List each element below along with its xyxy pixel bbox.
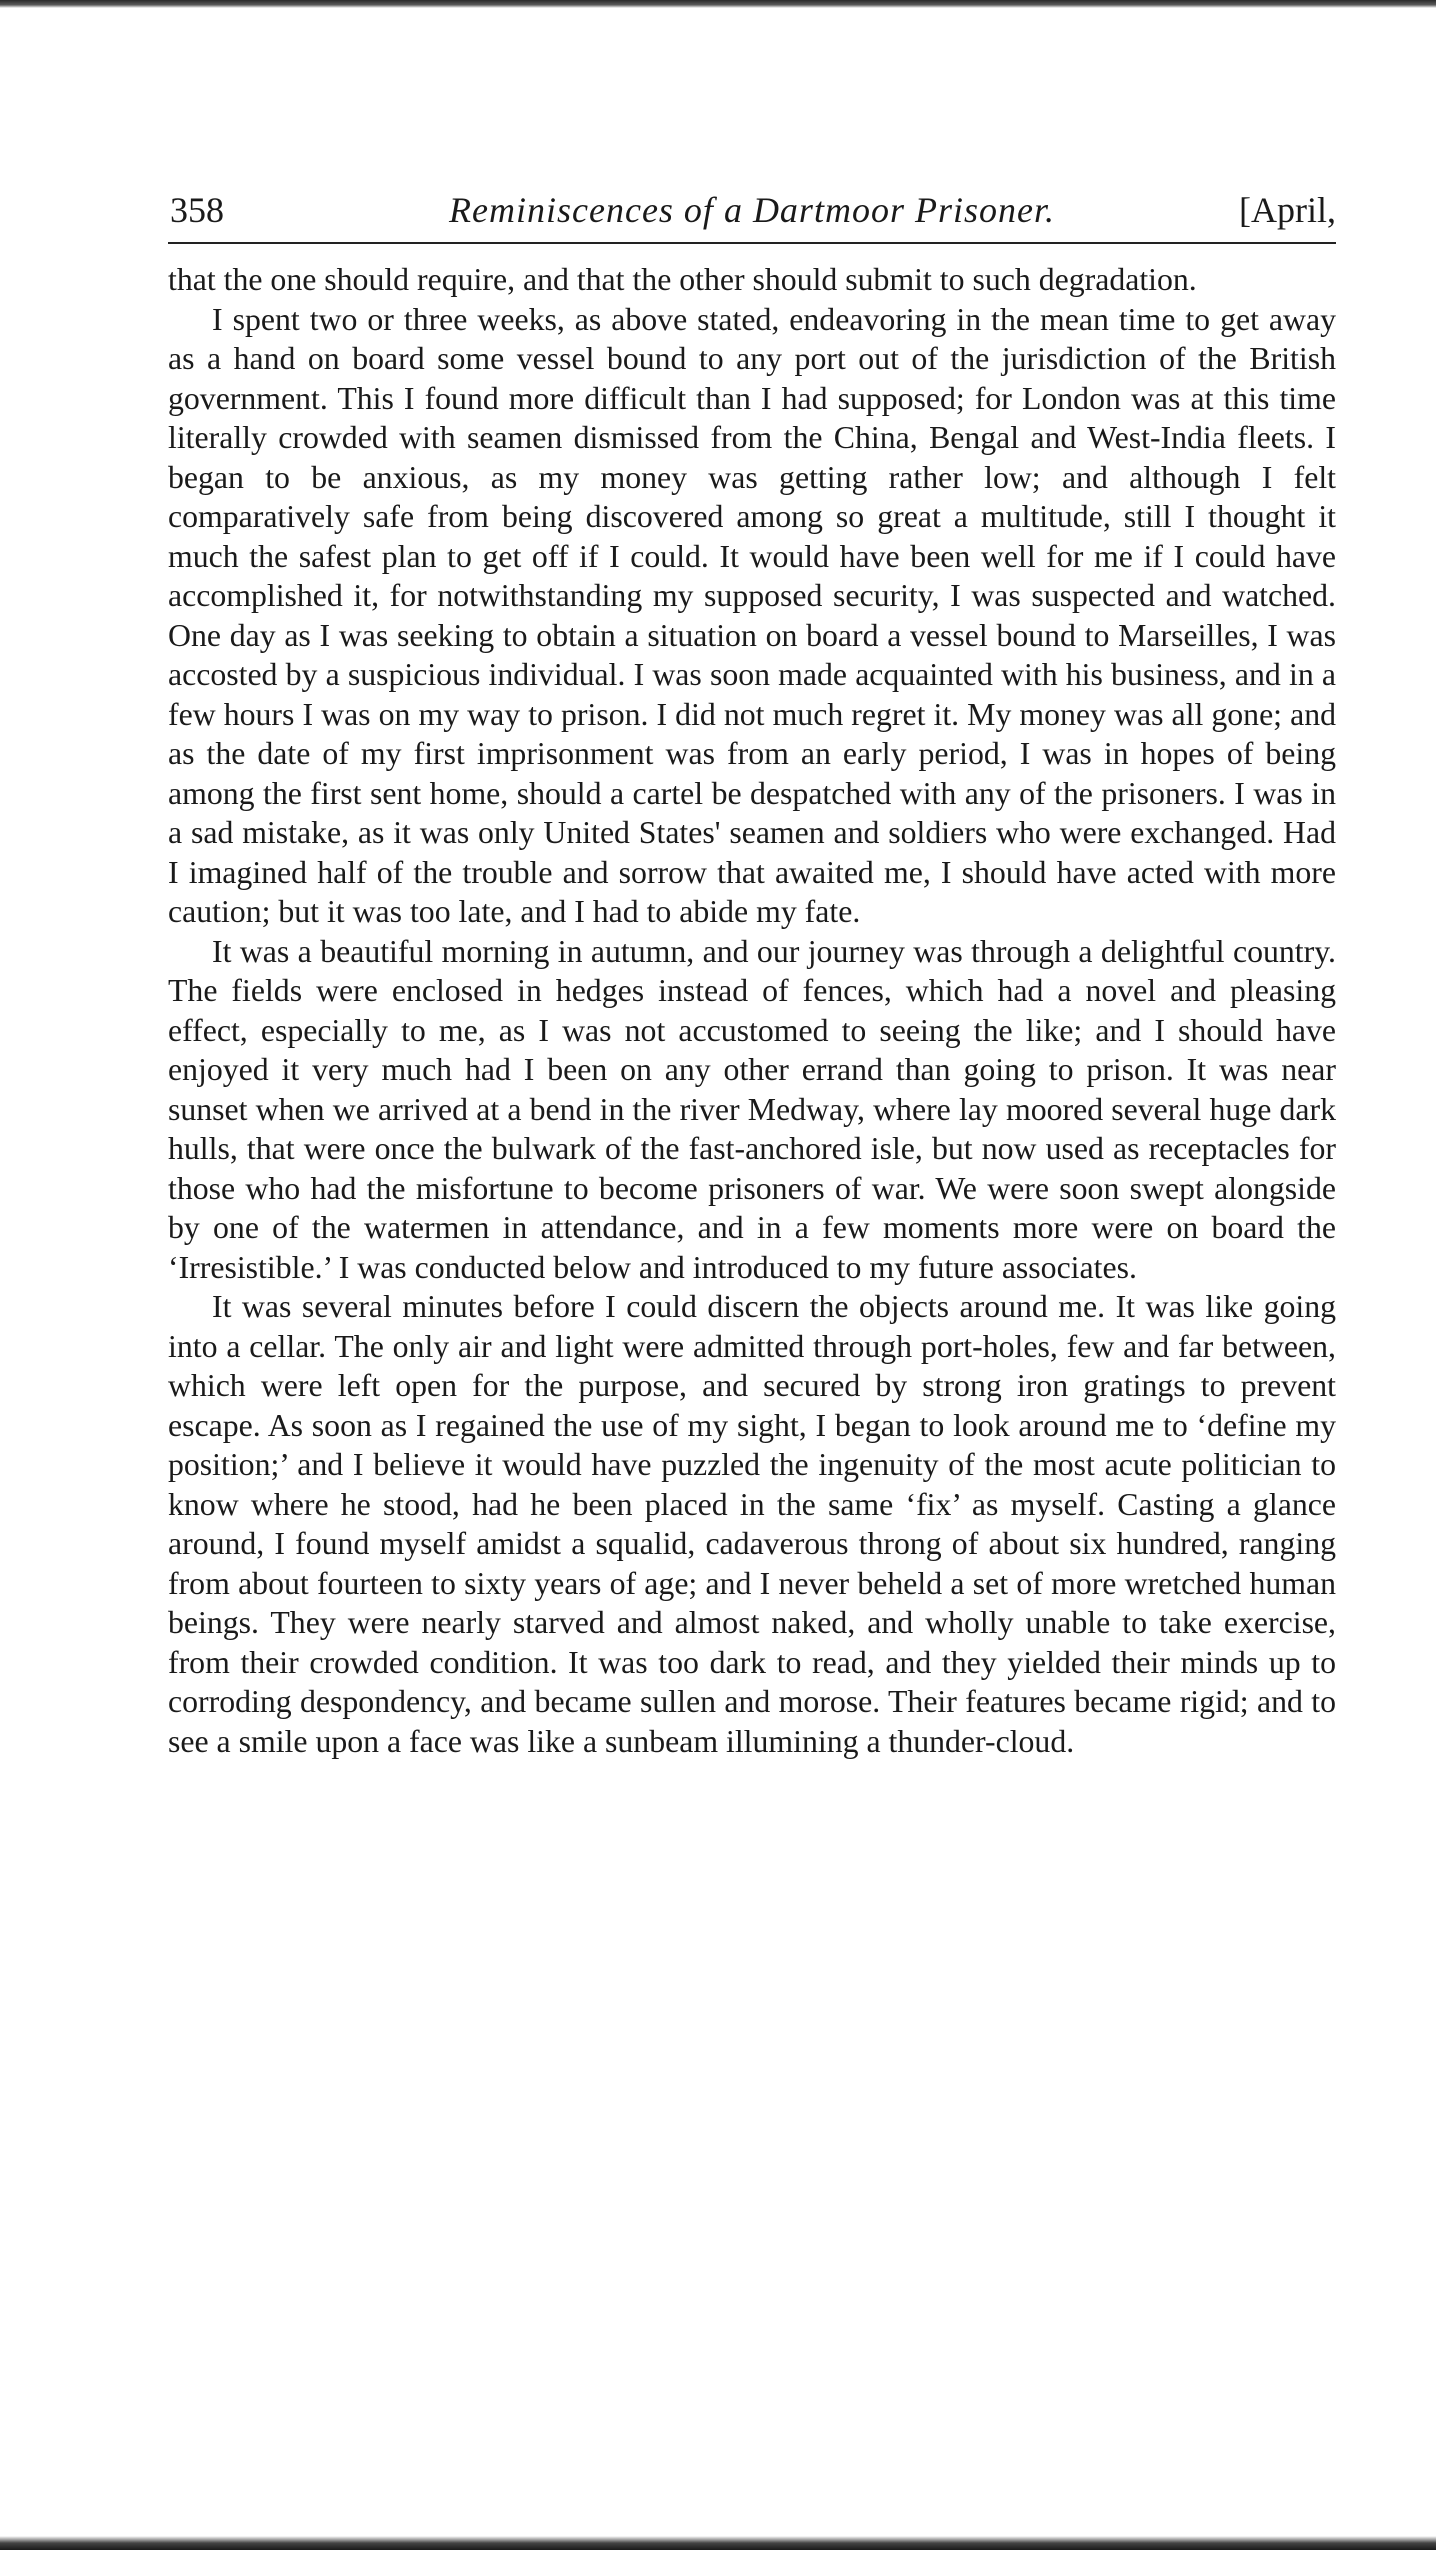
page-number: 358: [170, 190, 224, 230]
running-date: [April,: [1239, 190, 1336, 230]
running-head: [168, 184, 1336, 236]
header-rule: [168, 242, 1336, 244]
scan-edge-bottom: [0, 2536, 1436, 2550]
paragraph-continued: that the one should require, and that the other should submit to such degradation.: [168, 262, 1197, 297]
running-title: Reminiscences of a Dartmoor Prisoner.: [449, 190, 1055, 230]
page: [168, 184, 1336, 1761]
paragraph: I spent two or three weeks, as above stated, endeavoring in the mean time to get away as a hand on board some vessel bound to any port out of the jurisdiction of the British government. This I found more difficult than I had supposed; for London was at this time literally crowded with seamen dismissed from the China, Bengal and West-India fleets. I began to be anxious, as my money was getting rather low; and although I felt comparatively safe from being discovered among so great a multitude, still I thought it much the safest plan to get off if I could. It would have been well for me if I could have accomplished it, for notwithstanding my supposed security, I was suspected and watched. One day as I was seeking to obtain a situation on board a vessel bound to Marseilles, I was accosted by a suspicious individual. I was soon made acquainted with his business, and in a few hours I was on my way to prison. I did not much regret it. My money was all gone; and as the date of my first imprisonment was from an early period, I was in hopes of being among the first sent home, should a cartel be despatched with any of the prisoners. I was in a sad mistake, as it was only United States' seamen and soldiers who were exchanged. Had I imagined half of the trouble and sorrow that awaited me, I should have acted with more caution; but it was too late, and I had to abide my fate.: [168, 301, 1336, 929]
paragraph: It was a beautiful morning in autumn, and our journey was through a delightful country. The fields were enclosed in hedges instead of fences, which had a novel and pleasing effect, especially to me, as I was not accustomed to seeing the like; and I should have enjoyed it very much had I been on any other errand than going to prison. It was near sunset when we arrived at a bend in the river Medway, where lay moored several huge dark hulls, that were once the bulwark of the fast-anchored isle, but now used as receptacles for those who had the misfortune to become prisoners of war. We were soon swept alongside by one of the watermen in attendance, and in a few moments more were on board the ‘Irresistible.’ I was conducted below and introduced to my future associates.: [168, 933, 1336, 1285]
scan-edge-top: [0, 0, 1436, 8]
article-body: [168, 260, 1336, 1761]
paragraph: It was several minutes before I could discern the objects around me. It was like going into a cellar. The only air and light were admitted through port-holes, few and far between, which were left open for the purpose, and secured by strong iron gratings to prevent escape. As soon as I regained the use of my sight, I began to look around me to ‘define my position;’ and I believe it would have puzzled the ingenuity of the most acute politician to know where he stood, had he been placed in the same ‘fix’ as myself. Casting a glance around, I found myself amidst a squalid, cadaverous throng of about six hundred, ranging from about fourteen to sixty years of age; and I never beheld a set of more wretched human beings. They were nearly starved and almost naked, and wholly unable to take exercise, from their crowded condition. It was too dark to read, and they yielded their minds up to corroding despondency, and became sullen and morose. Their features became rigid; and to see a smile upon a face was like a sunbeam illumining a thunder-cloud.: [168, 1289, 1336, 1759]
